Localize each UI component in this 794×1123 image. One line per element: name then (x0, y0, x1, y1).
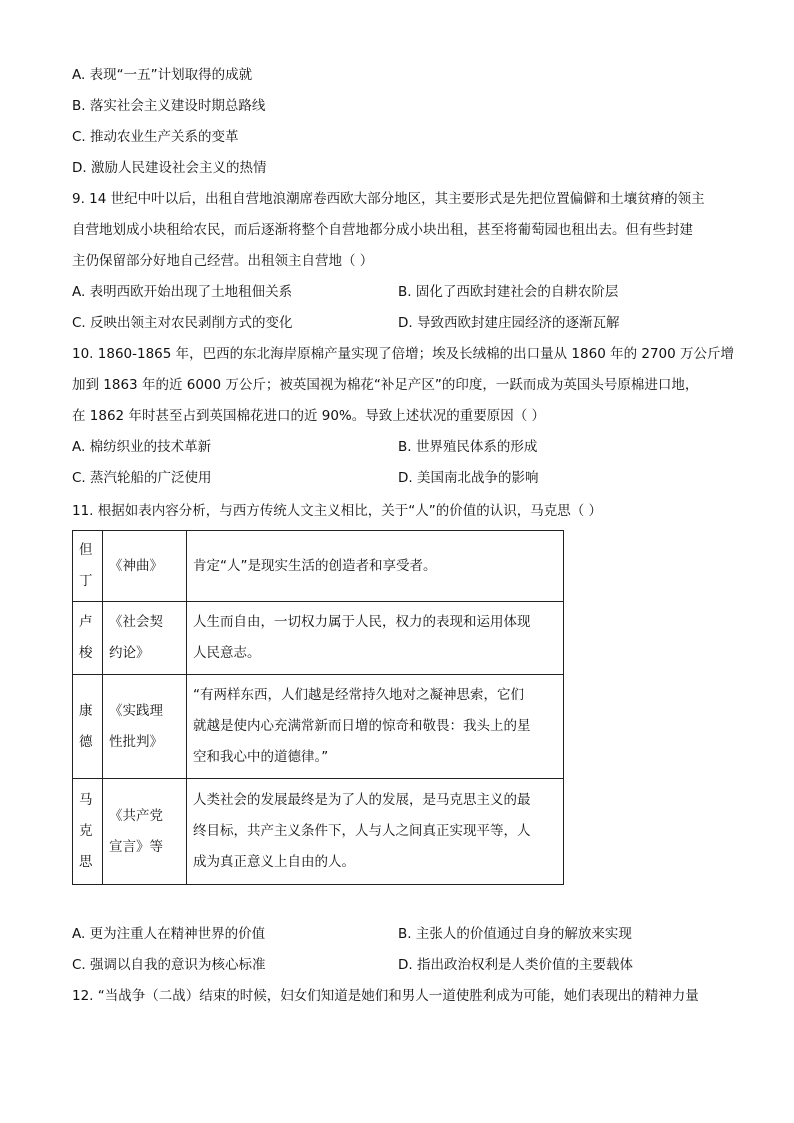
q12-stem: 12. “当战争（二战）结束的时候，妇女们知道是她们和男人一道使胜利成为可能，她们表现出的精神力量 (72, 988, 699, 1004)
q9-option-c: C. 反映出领主对农民剥削方式的变化 (72, 315, 293, 331)
work-cell: 《社会契 约论》 (103, 602, 187, 675)
person-cell: 马 克 思 (73, 779, 103, 885)
q11-table (72, 530, 564, 885)
q10-option-d: D. 美国南北战争的影响 (398, 470, 539, 486)
q8-option-d: D. 激励人民建设社会主义的热情 (72, 160, 267, 176)
q10-stem-line: 10. 1860-1865 年，巴西的东北海岸原棉产量实现了倍增；埃及长绒棉的出口量从 1860 年的 2700 万公斤增 (72, 346, 735, 362)
q8-option-b: B. 落实社会主义建设时期总路线 (72, 98, 266, 114)
q10-stem-line: 加到 1863 年的近 6000 万公斤；被英国视为棉花“补足产区”的印度，一跃而成为英国头号原棉进口地， (72, 377, 699, 393)
q8-option-c: C. 推动农业生产关系的变革 (72, 129, 239, 145)
table-row (73, 779, 564, 885)
q10-option-a: A. 棉纺织业的技术革新 (72, 439, 212, 455)
q9-option-b: B. 固化了西欧封建社会的自耕农阶层 (398, 284, 619, 300)
q10-option-c: C. 蒸汽轮船的广泛使用 (72, 470, 212, 486)
q8-option-a: A. 表现“一五”计划取得的成就 (72, 67, 253, 83)
q10-stem-line: 在 1862 年时甚至占到英国棉花进口的近 90%。导致上述状况的重要原因（ ） (72, 408, 546, 424)
q9-option-d: D. 导致西欧封建庄园经济的逐渐瓦解 (398, 315, 620, 331)
table-row (73, 675, 564, 779)
q9-stem-line: 主仍保留部分好地自己经营。出租领主自营地（ ） (72, 253, 374, 269)
person-cell: 卢 梭 (73, 602, 103, 675)
q11-option-d: D. 指出政治权利是人类价值的主要载体 (398, 957, 633, 973)
q9-stem-line: 自营地划成小块租给农民，而后逐渐将整个自营地都分成小块出租，甚至将葡萄园也租出去。但有些封建 (72, 222, 693, 238)
work-cell: 《神曲》 (103, 531, 187, 602)
content-cell: 人生而自由，一切权力属于人民，权力的表现和运用体现 人民意志。 (187, 602, 564, 675)
work-cell: 《实践理 性批判》 (103, 675, 187, 779)
content-cell: 肯定“人”是现实生活的创造者和享受者。 (187, 531, 564, 602)
table-row (73, 531, 564, 602)
q10-option-b: B. 世界殖民体系的形成 (398, 439, 538, 455)
content-cell: “有两样东西，人们越是经常持久地对之凝神思索，它们 就越是使内心充满常新而日增的惊奇和敬畏：我头上的星 空和我心中的道德律。” (187, 675, 564, 779)
q11-option-c: C. 强调以自我的意识为核心标准 (72, 957, 266, 973)
q11-stem: 11. 根据如表内容分析，与西方传统人文主义相比，关于“人”的价值的认识，马克思（ ） (72, 503, 603, 519)
content-cell: 人类社会的发展最终是为了人的发展，是马克思主义的最 终目标，共产主义条件下，人与人之间真正实现平等，人 成为真正意义上自由的人。 (187, 779, 564, 885)
q11-option-b: B. 主张人的价值通过自身的解放来实现 (398, 926, 632, 942)
table-row (73, 602, 564, 675)
q9-option-a: A. 表明西欧开始出现了土地租佃关系 (72, 284, 293, 300)
person-cell: 康 德 (73, 675, 103, 779)
q9-stem-line: 9. 14 世纪中叶以后，出租自营地浪潮席卷西欧大部分地区，其主要形式是先把位置偏僻和土壤贫瘠的领主 (72, 191, 705, 207)
work-cell: 《共产党 宣言》等 (103, 779, 187, 885)
person-cell: 但 丁 (73, 531, 103, 602)
q11-option-a: A. 更为注重人在精神世界的价值 (72, 926, 266, 942)
